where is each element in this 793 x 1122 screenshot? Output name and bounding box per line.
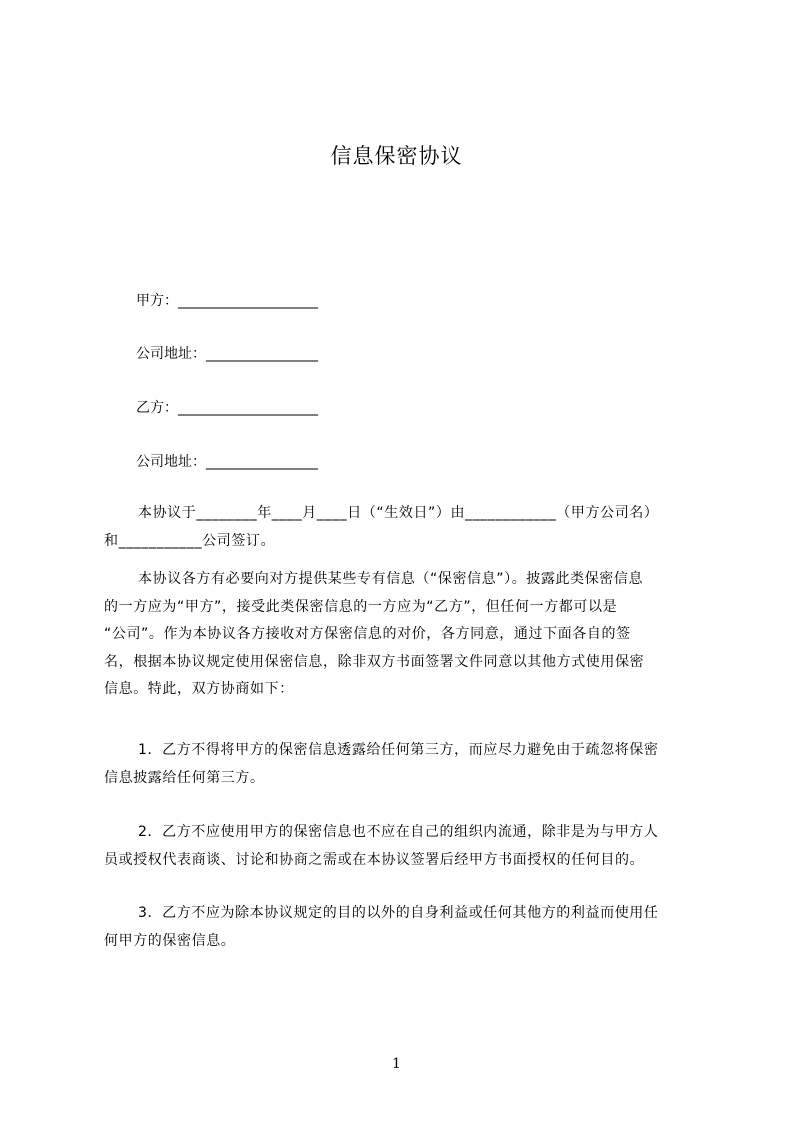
clause-line: 员或授权代表商谈、讨论和协商之需或在本协议签署后经甲方书面授权的任何目的。 [104, 851, 645, 868]
preamble-line: 本协议各方有必要向对方提供某些专有信息（“保密信息”）。披露此类保密信息 [138, 571, 644, 587]
preamble-paragraph [104, 566, 704, 704]
party-b-address-field: 公司地址：________________ [136, 454, 318, 470]
clause-2 [104, 819, 704, 874]
preamble-line: 信息。特此，双方协商如下： [104, 681, 294, 697]
page-title: 信息保密协议 [330, 144, 463, 168]
preamble-line: “公司”。作为本协议各方接收对方保密信息的对价，各方同意，通过下面各自的签 [104, 626, 631, 642]
clause-line: 何甲方的保密信息。 [104, 932, 236, 949]
clause-line: 信息披露给任何第三方。 [104, 769, 265, 786]
party-b-field: 乙方：____________________ [136, 400, 318, 416]
clause-line: 1．乙方不得将甲方的保密信息透露给任何第三方，而应尽力避免由于疏忽将保密 [138, 742, 659, 758]
preamble-line: 名，根据本协议规定使用保密信息，除非双方书面签署文件同意以其他方式使用保密 [104, 653, 645, 670]
page-number: 1 [392, 1056, 401, 1072]
intro-paragraph [104, 500, 704, 555]
party-a-field: 甲方：____________________ [136, 293, 318, 309]
clause-1 [104, 737, 704, 792]
intro-line: 本协议于________年____月____日（“生效日”）由____________（甲方公司名） [138, 505, 659, 521]
party-a-address-field: 公司地址：________________ [136, 346, 318, 362]
preamble-line: 的一方应为“甲方”，接受此类保密信息的一方应为“乙方”，但任何一方都可以是 [104, 598, 618, 615]
clause-line: 3．乙方不应为除本协议规定的目的以外的自身利益或任何其他方的利益而使用任 [138, 905, 659, 921]
clause-3 [104, 900, 704, 955]
clause-line: 2．乙方不应使用甲方的保密信息也不应在自己的组织内流通，除非是为与甲方人 [138, 824, 659, 840]
intro-line: 和___________公司签订。 [104, 532, 276, 549]
